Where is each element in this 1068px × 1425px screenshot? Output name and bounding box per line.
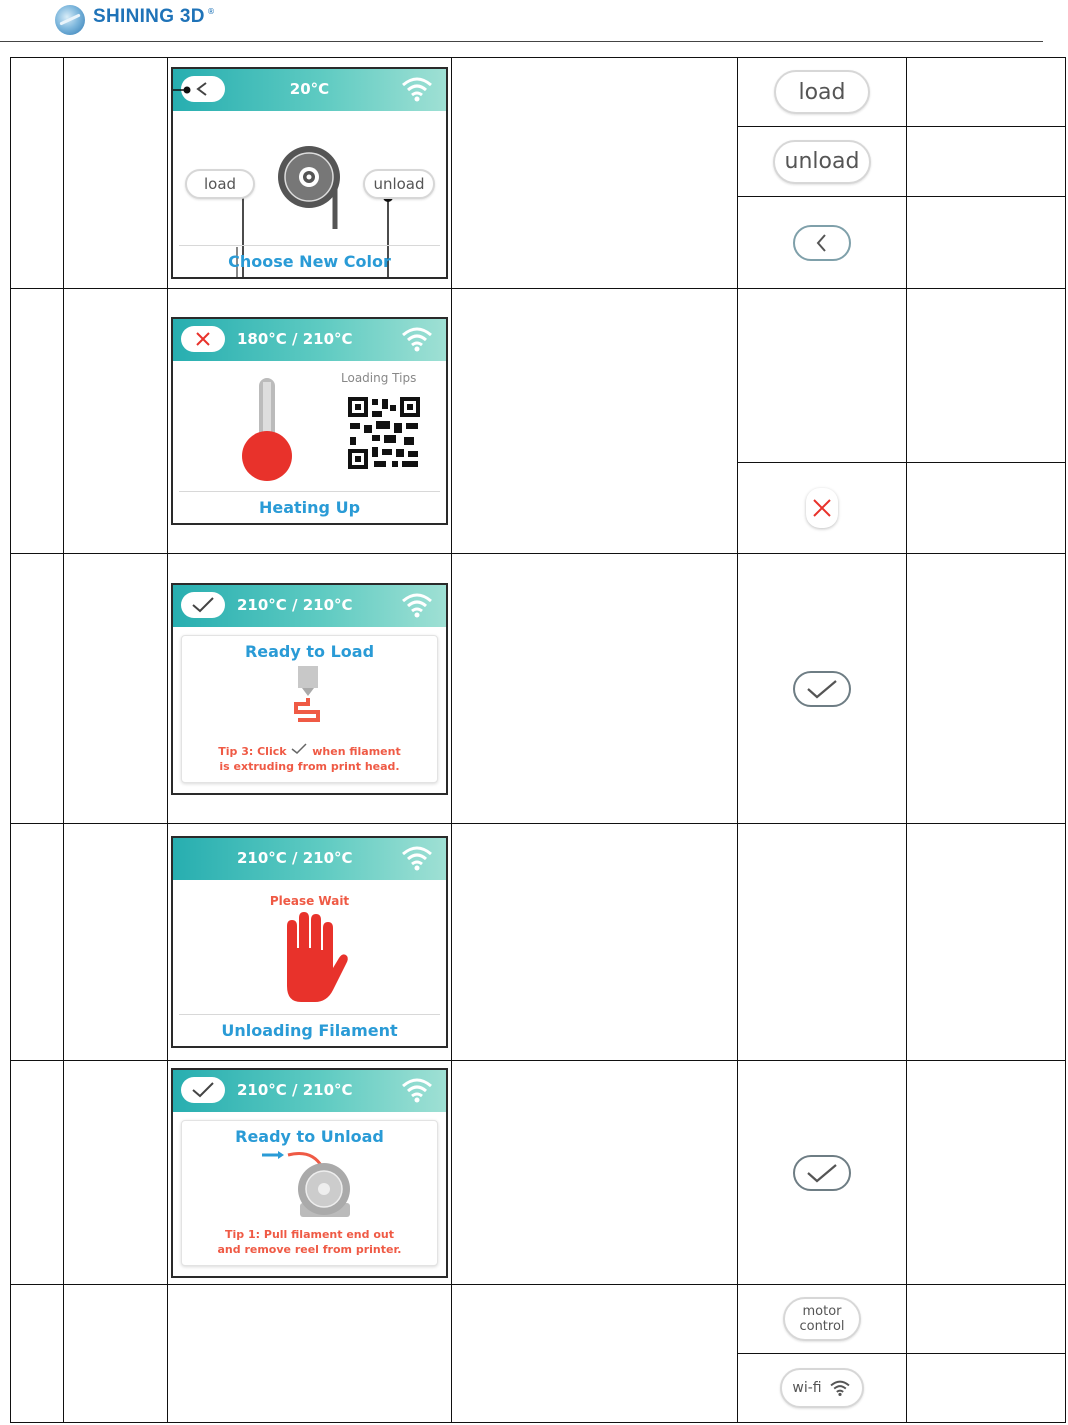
cell-button: [738, 197, 907, 289]
cell-index: [11, 554, 64, 824]
wifi-icon: [400, 591, 434, 619]
cell-description: [452, 1061, 738, 1285]
table-row: [11, 554, 1066, 824]
screen-footer: Heating Up: [179, 491, 440, 517]
nozzle-icon: [288, 666, 328, 732]
cell-screen: [168, 1061, 452, 1285]
cell-button: [738, 463, 907, 554]
screen-footer: Choose New Color: [179, 245, 440, 271]
cell-screen: [168, 554, 452, 824]
unloading-screen: [171, 836, 448, 1048]
hand-stop-icon: [277, 912, 349, 1004]
cell-screen: [168, 58, 452, 289]
temperature-readout: 210°C / 210°C: [237, 1080, 353, 1099]
table-row: [11, 58, 1066, 127]
page-header: [0, 0, 1068, 42]
screen-load-button[interactable]: load: [185, 169, 255, 199]
cell-description: [452, 824, 738, 1061]
confirm-button[interactable]: [181, 1077, 225, 1103]
cell-button: [738, 127, 907, 197]
cell-name: [64, 1061, 168, 1285]
thermometer-icon: [239, 374, 295, 484]
screen-footer: Unloading Filament: [179, 1014, 440, 1040]
heating-screen: [171, 317, 448, 525]
cell-function: [907, 197, 1066, 289]
cell-screen: [168, 1285, 452, 1423]
button-label: motor: [802, 1304, 842, 1319]
cell-index: [11, 824, 64, 1061]
check-icon: [290, 743, 308, 755]
close-icon: [194, 330, 212, 348]
cell-name: [64, 58, 168, 289]
cell-index: [11, 289, 64, 554]
motor-control-button[interactable]: [783, 1297, 861, 1341]
load-button[interactable]: load: [774, 70, 870, 114]
cell-function: [907, 1354, 1066, 1423]
tip-text: [182, 1227, 437, 1257]
instruction-panel: [181, 635, 438, 783]
wifi-button[interactable]: [780, 1368, 864, 1408]
cell-button: [738, 824, 907, 1061]
panel-title: Ready to Unload: [235, 1126, 384, 1146]
qr-code-icon: [346, 395, 422, 471]
status-bar: [173, 1070, 446, 1112]
ready-to-unload-screen: [171, 1068, 448, 1278]
cell-description: [452, 1285, 738, 1423]
ui-description-table: [10, 57, 1066, 1423]
instruction-panel: [181, 1120, 438, 1266]
cell-name: [64, 824, 168, 1061]
temperature-readout: 210°C / 210°C: [237, 849, 353, 867]
panel-title: Ready to Load: [244, 641, 375, 661]
cell-function: [907, 58, 1066, 127]
cell-index: [11, 58, 64, 289]
wifi-icon: [400, 325, 434, 353]
cell-index: [11, 1285, 64, 1423]
cell-button: [738, 554, 907, 824]
reel-icon: [252, 1147, 372, 1221]
confirm-button[interactable]: [793, 1155, 851, 1191]
ready-to-load-screen: [171, 583, 448, 795]
globe-logo-icon: [55, 5, 85, 35]
cell-name: [64, 289, 168, 554]
tip-line: is extruding from print head.: [219, 759, 400, 773]
cell-screen: [168, 824, 452, 1061]
cell-button: [738, 1354, 907, 1423]
cell-function: [907, 289, 1066, 463]
cell-function: [907, 1061, 1066, 1285]
cell-button: [738, 58, 907, 127]
brand-name: SHINING 3D: [93, 6, 205, 27]
cell-description: [452, 554, 738, 824]
cell-function: [907, 824, 1066, 1061]
temperature-readout: 20°C: [289, 80, 330, 98]
temperature-readout: 180°C / 210°C: [237, 330, 353, 348]
cell-function: [907, 463, 1066, 554]
wifi-icon: [400, 1076, 434, 1104]
cell-name: [64, 1285, 168, 1423]
tip-line: and remove reel from printer.: [217, 1242, 402, 1256]
tip-line: Tip 3: Click: [218, 744, 287, 758]
check-icon: [190, 1081, 216, 1099]
cell-button: [738, 289, 907, 463]
status-bar: [173, 319, 446, 361]
confirm-button[interactable]: [793, 671, 851, 707]
table-row: [11, 1285, 1066, 1354]
please-wait-label: Please Wait: [269, 894, 350, 908]
table-row: [11, 1061, 1066, 1285]
registered-mark: ®: [207, 7, 215, 16]
cancel-button[interactable]: [806, 488, 838, 528]
cell-function: [907, 1285, 1066, 1354]
cell-description: [452, 289, 738, 554]
status-bar: [173, 585, 446, 627]
status-bar: [173, 838, 446, 880]
confirm-button[interactable]: [181, 592, 225, 618]
wifi-icon: [828, 1379, 852, 1397]
choose-color-screen: [171, 67, 448, 279]
screen-unload-button[interactable]: unload: [363, 169, 435, 199]
loading-tips-label: Loading Tips: [341, 371, 417, 385]
check-icon: [190, 596, 216, 614]
table-row: [11, 824, 1066, 1061]
temperature-readout: 210°C / 210°C: [237, 595, 353, 614]
cell-screen: [168, 289, 452, 554]
button-label: wi-fi: [792, 1380, 822, 1396]
cell-name: [64, 554, 168, 824]
unload-button[interactable]: unload: [773, 140, 871, 184]
cell-function: [907, 127, 1066, 197]
cell-function: [907, 554, 1066, 824]
header-divider: [0, 41, 1043, 42]
table-row: [11, 289, 1066, 463]
button-label: control: [799, 1319, 845, 1334]
tip-line: when filament: [312, 744, 401, 758]
spool-icon: [277, 145, 347, 235]
cell-button: [738, 1061, 907, 1285]
cell-description: [452, 58, 738, 289]
cell-index: [11, 1061, 64, 1285]
cell-button: [738, 1285, 907, 1354]
wifi-icon: [400, 844, 434, 872]
back-nav-button[interactable]: [793, 225, 851, 261]
cancel-button[interactable]: [181, 326, 225, 352]
tip-text: [182, 743, 437, 774]
close-icon: [811, 497, 833, 519]
back-icon: [812, 232, 832, 254]
check-icon: [805, 678, 839, 700]
check-icon: [805, 1162, 839, 1184]
tip-line: Tip 1: Pull filament end out: [225, 1227, 394, 1241]
